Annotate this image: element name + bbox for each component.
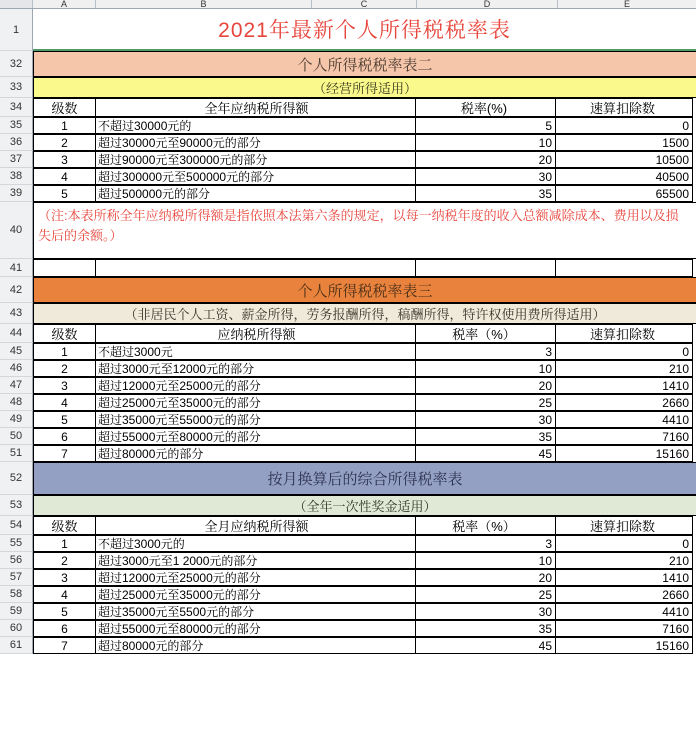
cell-level[interactable]: 3 (33, 377, 96, 394)
cell-bracket[interactable]: 超过90000元至300000元的部分 (95, 151, 416, 168)
cell-deduction[interactable]: 65500 (555, 185, 693, 202)
table-three-subtitle: （非居民个人工资、薪金所得，劳务报酬所得，稿酬所得，特许权使用费所得适用） (33, 303, 696, 324)
row-header-44[interactable]: 44 (0, 324, 33, 343)
table-two-note: （注:本表所称全年应纳税所得额是指依照本法第六条的规定，以每一纳税年度的收入总额减除成本、费用以及损失后的余额。） (33, 202, 696, 259)
row-table-three-header (0, 324, 696, 343)
table-three-title: 个人所得税税率表三 (33, 277, 696, 303)
row-table-three-subtitle (0, 303, 696, 324)
cell-deduction[interactable]: 2660 (555, 586, 693, 603)
cell-rate[interactable]: 10 (415, 552, 556, 569)
cell-blank[interactable] (555, 259, 693, 277)
row-header-48[interactable]: 48 (0, 394, 33, 411)
row-header-46[interactable]: 46 (0, 360, 33, 377)
column-header-c[interactable]: C (312, 0, 417, 8)
select-all-corner[interactable] (0, 0, 33, 8)
cell-deduction[interactable]: 210 (555, 360, 693, 377)
row-header-35[interactable]: 35 (0, 117, 33, 134)
monthly-table-subtitle: （全年一次性奖金适用） (33, 495, 696, 516)
cell-rate[interactable]: 30 (415, 411, 556, 428)
table-row (0, 151, 696, 168)
table-row (0, 445, 696, 462)
row-header-50[interactable]: 50 (0, 428, 33, 445)
col-header-level: 级数 (33, 98, 96, 117)
row-header-53[interactable]: 53 (0, 495, 33, 516)
table-row (0, 428, 696, 445)
cell-rate[interactable]: 20 (415, 569, 556, 586)
cell-level[interactable]: 3 (33, 569, 96, 586)
cell-blank[interactable] (33, 259, 96, 277)
cell-rate[interactable]: 10 (415, 360, 556, 377)
row-header-45[interactable]: 45 (0, 343, 33, 360)
row-table-two-note (0, 202, 696, 259)
cell-level[interactable]: 1 (33, 343, 96, 360)
cell-level[interactable]: 7 (33, 637, 96, 654)
row-header-32[interactable]: 32 (0, 51, 33, 77)
row-header-34[interactable]: 34 (0, 98, 33, 117)
cell-rate[interactable]: 35 (415, 428, 556, 445)
cell-level[interactable]: 5 (33, 603, 96, 620)
row-header-55[interactable]: 55 (0, 535, 33, 552)
row-header-40[interactable]: 40 (0, 202, 33, 259)
col-header-bracket: 全月应纳税所得额 (95, 516, 416, 535)
cell-rate[interactable]: 3 (415, 343, 556, 360)
cell-bracket[interactable]: 超过25000元至35000元的部分 (95, 394, 416, 411)
cell-bracket[interactable]: 超过12000元至25000元的部分 (95, 377, 416, 394)
cell-bracket[interactable]: 超过12000元至25000元的部分 (95, 569, 416, 586)
cell-deduction[interactable]: 15160 (555, 445, 693, 462)
cell-rate[interactable]: 20 (415, 151, 556, 168)
cell-deduction[interactable]: 40500 (555, 168, 693, 185)
cell-bracket[interactable]: 超过55000元至80000元的部分 (95, 620, 416, 637)
cell-deduction[interactable]: 1410 (555, 377, 693, 394)
cell-deduction[interactable]: 4410 (555, 411, 693, 428)
cell-bracket[interactable]: 超过80000元的部分 (95, 445, 416, 462)
row-header-56[interactable]: 56 (0, 552, 33, 569)
row-header-58[interactable]: 58 (0, 586, 33, 603)
row-header-49[interactable]: 49 (0, 411, 33, 428)
cell-level[interactable]: 1 (33, 117, 96, 134)
cell-bracket[interactable]: 超过80000元的部分 (95, 637, 416, 654)
cell-rate[interactable]: 30 (415, 168, 556, 185)
row-header-60[interactable]: 60 (0, 620, 33, 637)
cell-rate[interactable]: 10 (415, 134, 556, 151)
row-header-33[interactable]: 33 (0, 77, 33, 98)
cell-deduction[interactable]: 0 (555, 117, 693, 134)
cell-blank[interactable] (95, 259, 416, 277)
table-row (0, 620, 696, 637)
row-header-37[interactable]: 37 (0, 151, 33, 168)
row-table-two-header (0, 98, 696, 117)
row-table-two-banner (0, 51, 696, 77)
cell-level[interactable]: 5 (33, 411, 96, 428)
cell-bracket[interactable]: 不超过30000元的 (95, 117, 416, 134)
cell-bracket[interactable]: 超过35000元至5500元的部分 (95, 603, 416, 620)
row-monthly-header (0, 516, 696, 535)
cell-level[interactable]: 4 (33, 168, 96, 185)
row-header-57[interactable]: 57 (0, 569, 33, 586)
cell-bracket[interactable]: 超过500000元的部分 (95, 185, 416, 202)
table-row (0, 586, 696, 603)
cell-rate[interactable]: 5 (415, 117, 556, 134)
table-row (0, 117, 696, 134)
cell-rate[interactable]: 45 (415, 637, 556, 654)
cell-level[interactable]: 6 (33, 620, 96, 637)
cell-deduction[interactable]: 210 (555, 552, 693, 569)
column-header-e[interactable]: E (623, 0, 630, 8)
table-row (0, 569, 696, 586)
page-title: 2021年最新个人所得税税率表 (33, 9, 696, 51)
cell-bracket[interactable]: 不超过3000元的 (95, 535, 416, 552)
row-monthly-subtitle (0, 495, 696, 516)
column-header-strip[interactable] (0, 0, 696, 9)
row-header-38[interactable]: 38 (0, 168, 33, 185)
row-table-two-subtitle (0, 77, 696, 98)
row-header-39[interactable]: 39 (0, 185, 33, 202)
row-header-42[interactable]: 42 (0, 277, 33, 303)
row-title (0, 9, 696, 51)
row-monthly-banner (0, 462, 696, 495)
table-two-title: 个人所得税税率表二 (33, 51, 696, 77)
cell-deduction[interactable]: 7160 (555, 428, 693, 445)
col-header-bracket: 全年应纳税所得额 (95, 98, 416, 117)
row-header-52[interactable]: 52 (0, 462, 33, 495)
cell-deduction[interactable]: 7160 (555, 620, 693, 637)
row-header-51[interactable]: 51 (0, 445, 33, 462)
table-two-subtitle: （经营所得适用） (33, 77, 696, 98)
cell-level[interactable]: 3 (33, 151, 96, 168)
cell-level[interactable]: 4 (33, 586, 96, 603)
cell-bracket[interactable]: 超过30000元至90000元的部分 (95, 134, 416, 151)
cell-level[interactable]: 2 (33, 134, 96, 151)
cell-rate[interactable]: 35 (415, 620, 556, 637)
cell-bracket[interactable]: 超过300000元至500000元的部分 (95, 168, 416, 185)
cell-rate[interactable]: 25 (415, 586, 556, 603)
table-row (0, 134, 696, 151)
table-row (0, 637, 696, 654)
table-row (0, 411, 696, 428)
table-row (0, 394, 696, 411)
row-header-61[interactable]: 61 (0, 637, 33, 654)
table-row (0, 168, 696, 185)
cell-deduction[interactable]: 10500 (555, 151, 693, 168)
column-header-b[interactable]: B (96, 0, 312, 8)
col-header-rate: 税率（%） (415, 516, 556, 535)
col-header-deduction: 速算扣除数 (555, 324, 693, 343)
column-header-a[interactable]: A (33, 0, 96, 8)
column-header-d[interactable]: D (417, 0, 558, 8)
table-row (0, 552, 696, 569)
row-header-41[interactable]: 41 (0, 259, 33, 277)
table-row (0, 343, 696, 360)
cell-bracket[interactable]: 超过3000元至12000元的部分 (95, 360, 416, 377)
col-header-deduction: 速算扣除数 (555, 98, 693, 117)
cell-rate[interactable]: 25 (415, 394, 556, 411)
row-header-54[interactable]: 54 (0, 516, 33, 535)
cell-deduction[interactable]: 2660 (555, 394, 693, 411)
table-row (0, 360, 696, 377)
cell-rate[interactable]: 30 (415, 603, 556, 620)
cell-level[interactable]: 4 (33, 394, 96, 411)
cell-rate[interactable]: 3 (415, 535, 556, 552)
cell-blank[interactable] (415, 259, 556, 277)
cell-bracket[interactable]: 超过55000元至80000元的部分 (95, 428, 416, 445)
cell-rate[interactable]: 20 (415, 377, 556, 394)
cell-bracket[interactable]: 超过35000元至55000元的部分 (95, 411, 416, 428)
row-header-36[interactable]: 36 (0, 134, 33, 151)
cell-level[interactable]: 7 (33, 445, 96, 462)
row-header-1[interactable]: 1 (0, 9, 33, 51)
cell-bracket[interactable]: 超过3000元至1 2000元的部分 (95, 552, 416, 569)
cell-level[interactable]: 1 (33, 535, 96, 552)
col-header-bracket: 应纳税所得额 (95, 324, 416, 343)
cell-deduction[interactable]: 1410 (555, 569, 693, 586)
cell-level[interactable]: 6 (33, 428, 96, 445)
cell-level[interactable]: 2 (33, 552, 96, 569)
cell-deduction[interactable]: 4410 (555, 603, 693, 620)
table-row (0, 377, 696, 394)
row-header-59[interactable]: 59 (0, 603, 33, 620)
cell-rate[interactable]: 35 (415, 185, 556, 202)
row-header-43[interactable]: 43 (0, 303, 33, 324)
col-header-rate: 税率(%) (415, 98, 556, 117)
table-row (0, 603, 696, 620)
cell-deduction[interactable]: 0 (555, 535, 693, 552)
row-header-47[interactable]: 47 (0, 377, 33, 394)
cell-level[interactable]: 5 (33, 185, 96, 202)
col-header-level: 级数 (33, 324, 96, 343)
row-table-three-banner (0, 277, 696, 303)
cell-level[interactable]: 2 (33, 360, 96, 377)
cell-deduction[interactable]: 0 (555, 343, 693, 360)
cell-deduction[interactable]: 15160 (555, 637, 693, 654)
cell-deduction[interactable]: 1500 (555, 134, 693, 151)
cell-bracket[interactable]: 不超过3000元 (95, 343, 416, 360)
col-header-deduction: 速算扣除数 (555, 516, 693, 535)
cell-bracket[interactable]: 超过25000元至35000元的部分 (95, 586, 416, 603)
table-row (0, 185, 696, 202)
col-header-level: 级数 (33, 516, 96, 535)
monthly-table-title: 按月换算后的综合所得税率表 (33, 462, 696, 495)
table-row (0, 535, 696, 552)
col-header-rate: 税率（%） (415, 324, 556, 343)
row-blank (0, 259, 696, 277)
cell-rate[interactable]: 45 (415, 445, 556, 462)
